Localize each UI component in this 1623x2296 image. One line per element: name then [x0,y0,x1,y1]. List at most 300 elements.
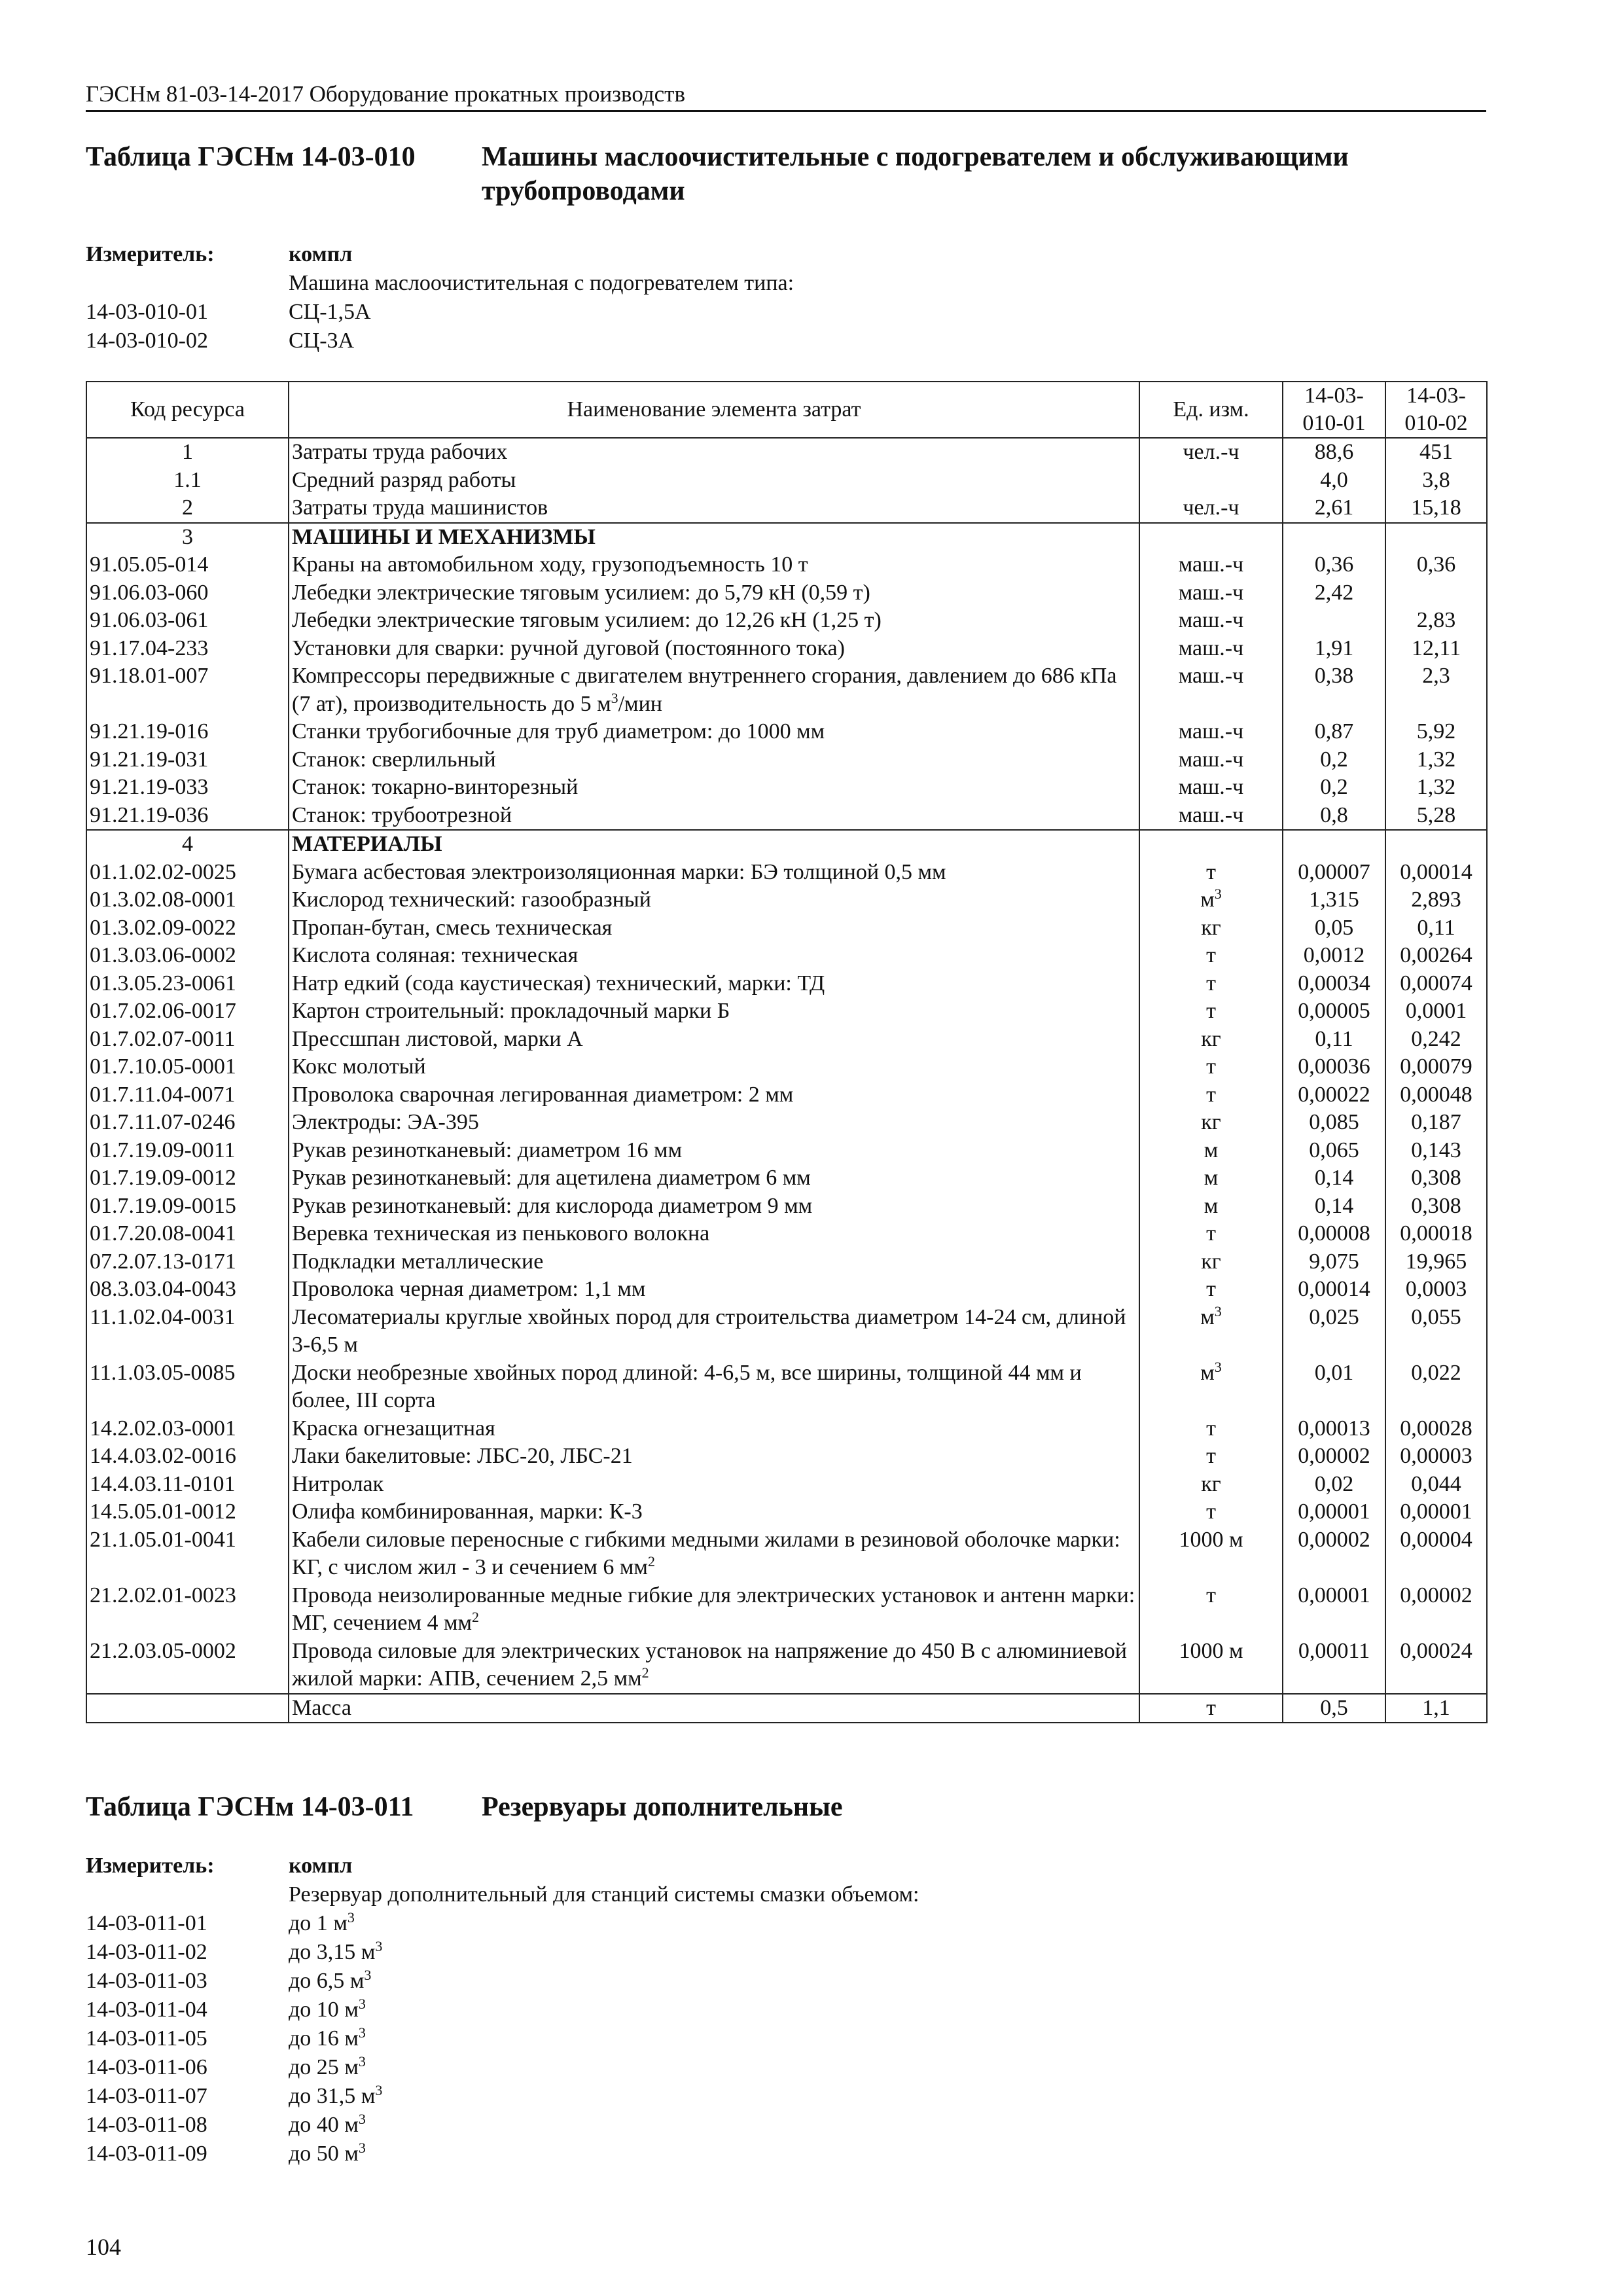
resource-unit-text: кг [1201,915,1221,940]
value-010-02: 0,11 [1385,914,1487,942]
resource-name-text: Провода неизолированные медные гибкие для электрических установок и антенн марки: МГ, сечением 4 мм [292,1583,1135,1635]
resource-name [289,1026,1139,1054]
table-row [86,551,1487,579]
table-name: Машины маслоочистительные с подогревателем и обслуживающими трубопроводами [482,142,1349,206]
resource-name-text: Рукав резинотканевый: диаметром 16 мм [292,1138,683,1162]
variant-code: 14-03-011-07 [86,2084,207,2108]
resource-name-text: Станок: токарно-винторезный [292,775,579,799]
variant-unit: м [361,2084,376,2108]
variant-name [289,2082,382,2111]
variant-code: 14-03-011-06 [86,2055,207,2079]
resource-name-sup: 2 [647,1553,655,1570]
table-row [86,1026,1487,1054]
value-010-02: 0,242 [1385,1026,1487,1054]
value-010-02: 5,28 [1385,802,1487,831]
variant-code: 14-03-011-09 [86,2142,207,2166]
resource-name-text: Станки трубогибочные для труб диаметром: до 1000 мм [292,719,825,744]
table-row [86,1164,1487,1193]
resource-code: 01.7.11.04-0071 [86,1081,289,1109]
resource-unit [1139,1582,1283,1638]
resource-unit [1139,551,1283,579]
resource-name-sup: 3 [611,689,618,706]
resource-code: 91.06.03-060 [86,579,289,607]
variant-label: до 25 [289,2055,339,2079]
value-010-01: 0,00001 [1283,1498,1385,1526]
variant-label: до 10 [289,1998,339,2022]
resource-name-text: Натр едкий (сода каустическая) технический, марки: ТД [292,971,825,996]
variant-unit: м [344,2055,359,2079]
resource-unit-text: маш.-ч [1178,580,1244,605]
value-010-01: 0,085 [1283,1109,1385,1137]
resource-name [289,1137,1139,1165]
table-row [86,1137,1487,1165]
resource-name [289,1415,1139,1443]
value-010-02: 0,308 [1385,1193,1487,1221]
value-010-01: 2,61 [1283,494,1385,523]
resource-name-text: Средний разряд работы [292,467,516,492]
resource-name-text: Масса [292,1695,352,1720]
resource-unit [1139,1415,1283,1443]
variant-unit: м [344,2026,359,2051]
variant-label: до 50 [289,2142,339,2166]
table-row [86,438,1487,467]
variant-name [289,327,354,355]
value-010-02: 2,83 [1385,607,1487,635]
resource-unit-text: т [1206,1583,1216,1607]
resource-code: 91.06.03-061 [86,607,289,635]
table-row [86,718,1487,746]
resource-name-sup: 2 [472,1609,480,1625]
variant-code: 14-03-011-01 [86,1911,207,1935]
resource-code: 91.21.19-033 [86,774,289,802]
resource-unit-text: т [1206,1277,1216,1301]
value-010-01: 0,00001 [1283,1582,1385,1638]
resource-name [289,1220,1139,1248]
resource-name-suffix: /мин [618,691,662,716]
table-row [86,467,1487,495]
resource-unit-text: маш.-ч [1178,552,1244,577]
value-010-01: 0,87 [1283,718,1385,746]
resource-name-text: Подкладки металлические [292,1249,544,1274]
value-010-01: 0,2 [1283,774,1385,802]
resource-unit-text: маш.-ч [1178,775,1244,799]
resource-unit-text: 1000 м [1179,1527,1243,1552]
resource-name-text: Картон строительный: прокладочный марки Б [292,999,730,1023]
variant-name [289,2053,366,2082]
value-010-02: 2,893 [1385,886,1487,914]
resource-unit [1139,607,1283,635]
table-row [86,1081,1487,1109]
resource-unit-text: маш.-ч [1178,802,1244,827]
resource-unit-text: чел.-ч [1183,495,1240,520]
value-010-01: 0,38 [1283,662,1385,718]
resource-name [289,1582,1139,1638]
resource-name [289,859,1139,887]
value-010-02 [1385,830,1487,859]
resource-name [289,1498,1139,1526]
resource-unit [1139,579,1283,607]
variant-code: 14-03-011-05 [86,2026,207,2051]
resource-unit [1139,1526,1283,1582]
resource-unit-text: т [1206,971,1216,996]
value-010-01: 2,42 [1283,579,1385,607]
resource-name-text: МАТЕРИАЛЫ [292,832,442,856]
resource-unit-text: т [1206,1695,1216,1720]
resource-name [289,1276,1139,1304]
table-row [86,830,1487,859]
resource-code: 01.7.20.08-0041 [86,1220,289,1248]
resource-name [289,662,1139,718]
value-010-02: 0,36 [1385,551,1487,579]
resource-unit [1139,494,1283,523]
value-010-01 [1283,607,1385,635]
resource-name-text: Кислота соляная: техническая [292,943,579,967]
variant-label: до 31,5 [289,2084,356,2108]
value-010-01: 0,00013 [1283,1415,1385,1443]
resource-code: 14.2.02.03-0001 [86,1415,289,1443]
resource-code: 07.2.07.13-0171 [86,1248,289,1276]
resource-unit [1139,970,1283,998]
table-number: Таблица ГЭСНм 14-03-011 [86,1792,414,1822]
resource-unit [1139,1081,1283,1109]
resource-unit [1139,467,1283,495]
resource-unit-text: м [1200,1304,1215,1329]
variant-code: 14-03-011-02 [86,1940,207,1964]
variant-name [289,1967,371,1996]
header-name: Наименование элемента затрат [289,382,1139,438]
table-row [86,859,1487,887]
header-variant-2: 14-03- 010-02 [1385,382,1487,438]
resource-name [289,886,1139,914]
resource-code: 91.17.04-233 [86,635,289,663]
resource-code: 01.7.11.07-0246 [86,1109,289,1137]
table-row [86,607,1487,635]
resource-name [289,607,1139,635]
measure-label: Измеритель: [86,242,215,266]
value-010-01: 0,36 [1283,551,1385,579]
resource-code: 21.2.02.01-0023 [86,1582,289,1638]
value-010-02: 0,044 [1385,1471,1487,1499]
resource-code: 01.7.02.07-0011 [86,1026,289,1054]
variant-label: до 40 [289,2113,339,2137]
value-010-02: 2,3 [1385,662,1487,718]
value-010-01: 0,11 [1283,1026,1385,1054]
resource-name [289,1638,1139,1694]
table-row [86,886,1487,914]
resource-code: 91.05.05-014 [86,551,289,579]
resource-code: 01.3.03.06-0002 [86,942,289,970]
resource-name-sup: 2 [641,1664,649,1681]
page-header: ГЭСНм 81-03-14-2017 Оборудование прокатных производств [86,79,1486,112]
table-row [86,1109,1487,1137]
resource-unit [1139,1638,1283,1694]
resource-unit [1139,1304,1283,1359]
table-row [86,1582,1487,1638]
value-010-02: 0,00024 [1385,1638,1487,1694]
resource-unit [1139,1109,1283,1137]
resource-code: 08.3.03.04-0043 [86,1276,289,1304]
resource-unit-text: кг [1201,1110,1221,1134]
table-row [86,1443,1487,1471]
resource-name [289,1109,1139,1137]
resource-code: 1 [86,438,289,467]
variant-unit-sup: 3 [364,1967,372,1983]
resource-name [289,802,1139,831]
table-row [86,1053,1487,1081]
resource-code: 21.1.05.01-0041 [86,1526,289,1582]
variant-name [289,1996,366,2024]
resource-code: 01.3.02.08-0001 [86,886,289,914]
resource-unit [1139,523,1283,552]
resource-unit-text: маш.-ч [1178,636,1244,660]
table-row [86,1415,1487,1443]
resource-name-text: МАШИНЫ И МЕХАНИЗМЫ [292,524,596,549]
value-010-02: 451 [1385,438,1487,467]
resource-name-text: Проволока сварочная легированная диаметром: 2 мм [292,1082,794,1107]
resource-unit-text: м [1204,1166,1219,1190]
resource-name [289,551,1139,579]
table-row [86,1276,1487,1304]
resource-code: 91.18.01-007 [86,662,289,718]
resource-unit-text: т [1206,999,1216,1023]
value-010-02: 19,965 [1385,1248,1487,1276]
resource-name-text: Затраты труда рабочих [292,440,508,464]
resource-unit-text: чел.-ч [1183,440,1240,464]
resource-name-text: Пропан-бутан, смесь техническая [292,915,613,940]
resource-unit-text: кг [1201,1249,1221,1274]
resource-name-text: Провода силовые для электрических установок на напряжение до 450 В с алюминиевой жилой марки: АПВ, сечением 2,5 мм [292,1638,1127,1691]
resource-unit [1139,1443,1283,1471]
value-010-01: 0,00002 [1283,1526,1385,1582]
resource-code: 01.7.19.09-0012 [86,1164,289,1193]
variant-label: СЦ-3А [289,329,355,353]
value-010-02: 0,00002 [1385,1582,1487,1638]
table-row [86,494,1487,523]
resource-name [289,1694,1139,1723]
value-010-02: 0,00004 [1385,1526,1487,1582]
table-row [86,746,1487,774]
variant-code: 14-03-011-04 [86,1998,207,2022]
value-010-01: 0,00034 [1283,970,1385,998]
variant-code: 14-03-010-01 [86,300,208,324]
variant-label: до 1 [289,1911,328,1935]
resource-unit-text: кг [1201,1026,1221,1051]
resource-unit-text: т [1206,1054,1216,1079]
variant-code: 14-03-010-02 [86,329,208,353]
variant-name [289,2111,366,2140]
table-row [86,1498,1487,1526]
variant-code: 14-03-011-03 [86,1969,207,1993]
resource-name-text: Кокс молотый [292,1054,426,1079]
variant-label: до 3,15 [289,1940,356,1964]
resource-code: 14.4.03.11-0101 [86,1471,289,1499]
resource-code: 2 [86,494,289,523]
resource-unit [1139,997,1283,1026]
resource-name [289,467,1139,495]
variant-unit: м [344,1998,359,2022]
value-010-01: 0,00022 [1283,1081,1385,1109]
table-row [86,523,1487,552]
table-row [86,997,1487,1026]
resource-name-text: Электроды: ЭА-395 [292,1110,479,1134]
resource-name-text: Рукав резинотканевый: для ацетилена диаметром 6 мм [292,1166,811,1190]
value-010-02: 0,00028 [1385,1415,1487,1443]
resource-name [289,774,1139,802]
measure-description: Машина маслоочистительная с подогревателем типа: [289,271,794,295]
table-row [86,942,1487,970]
table-row [86,1359,1487,1415]
resource-name [289,494,1139,523]
resource-unit-text: маш.-ч [1178,608,1244,632]
resource-unit-text: маш.-ч [1178,664,1244,688]
resource-code: 3 [86,523,289,552]
resource-unit-sup: 3 [1214,1358,1222,1375]
value-010-01: 4,0 [1283,467,1385,495]
measure-label: Измеритель: [86,1854,215,1878]
resource-name [289,914,1139,942]
table-number: Таблица ГЭСНм 14-03-010 [86,142,416,172]
resource-table [86,381,1488,1723]
resource-code: 01.7.10.05-0001 [86,1053,289,1081]
resource-name-text: Лебедки электрические тяговым усилием: до 12,26 кН (1,25 т) [292,608,882,632]
value-010-02: 0,00048 [1385,1081,1487,1109]
resource-name [289,1248,1139,1276]
table-row [86,1304,1487,1359]
resource-name [289,1081,1139,1109]
table-row [86,970,1487,998]
resource-code: 4 [86,830,289,859]
resource-name [289,830,1139,859]
variant-code: 14-03-011-08 [86,2113,207,2137]
resource-name-text: Рукав резинотканевый: для кислорода диаметром 9 мм [292,1193,813,1218]
resource-unit [1139,830,1283,859]
value-010-01: 0,14 [1283,1164,1385,1193]
resource-name-text: Установки для сварки: ручной дуговой (постоянного тока) [292,636,845,660]
resource-name-text: Станок: трубоотрезной [292,802,512,827]
resource-unit-text: м [1200,888,1215,912]
resource-code: 91.21.19-016 [86,718,289,746]
value-010-02: 0,308 [1385,1164,1487,1193]
value-010-01: 1,315 [1283,886,1385,914]
resource-name-text: Нитролак [292,1471,384,1496]
table-row [86,802,1487,831]
resource-name [289,746,1139,774]
value-010-02: 0,00079 [1385,1053,1487,1081]
resource-unit [1139,1164,1283,1193]
value-010-01: 1,91 [1283,635,1385,663]
value-010-02: 0,00074 [1385,970,1487,998]
resource-code: 14.5.05.01-0012 [86,1498,289,1526]
resource-code: 01.7.19.09-0015 [86,1193,289,1221]
resource-unit-sup: 3 [1214,886,1222,902]
table-row [86,1471,1487,1499]
resource-name-text: Лебедки электрические тяговым усилием: до 5,79 кН (0,59 т) [292,580,870,605]
resource-name-text: Кислород технический: газообразный [292,888,651,912]
resource-code: 91.21.19-036 [86,802,289,831]
value-010-02: 0,00003 [1385,1443,1487,1471]
value-010-01: 0,00008 [1283,1220,1385,1248]
resource-code: 14.4.03.02-0016 [86,1443,289,1471]
value-010-02: 3,8 [1385,467,1487,495]
resource-name [289,942,1139,970]
resource-unit [1139,859,1283,887]
value-010-01: 0,2 [1283,746,1385,774]
value-010-02: 1,32 [1385,774,1487,802]
resource-code: 21.2.03.05-0002 [86,1638,289,1694]
table-name: Резервуары дополнительные [482,1792,843,1822]
value-010-01 [1283,523,1385,552]
value-010-02: 0,143 [1385,1137,1487,1165]
measure-value: компл [289,242,353,266]
variant-unit: м [349,1969,365,1993]
resource-name [289,635,1139,663]
resource-unit-text: т [1206,1416,1216,1441]
value-010-02: 1,1 [1385,1694,1487,1723]
variant-name [289,1909,355,1938]
table-row [86,579,1487,607]
value-010-02: 0,187 [1385,1109,1487,1137]
resource-unit [1139,635,1283,663]
value-010-02: 0,00014 [1385,859,1487,887]
resource-name [289,523,1139,552]
value-010-01: 9,075 [1283,1248,1385,1276]
variant-unit-sup: 3 [358,1996,366,2012]
resource-code: 11.1.03.05-0085 [86,1359,289,1415]
variant-name [289,2140,366,2168]
resource-unit [1139,662,1283,718]
resource-unit-text: кг [1201,1471,1221,1496]
resource-name [289,1053,1139,1081]
resource-name [289,1471,1139,1499]
value-010-01: 0,0012 [1283,942,1385,970]
value-010-01: 0,00014 [1283,1276,1385,1304]
resource-name-text: Бумага асбестовая электроизоляционная марки: БЭ толщиной 0,5 мм [292,859,946,884]
variant-unit-sup: 3 [358,2053,366,2070]
value-010-02: 0,0001 [1385,997,1487,1026]
value-010-02 [1385,579,1487,607]
value-010-02: 1,32 [1385,746,1487,774]
resource-code: 91.21.19-031 [86,746,289,774]
value-010-01: 0,8 [1283,802,1385,831]
value-010-01: 0,00002 [1283,1443,1385,1471]
variant-unit: м [344,2113,359,2137]
value-010-01: 0,01 [1283,1359,1385,1415]
resource-unit [1139,1471,1283,1499]
resource-name [289,970,1139,998]
variant-label: до 6,5 [289,1969,345,1993]
measure-description: Резервуар дополнительный для станций системы смазки объемом: [289,1882,919,1907]
value-010-02: 12,11 [1385,635,1487,663]
value-010-01: 88,6 [1283,438,1385,467]
resource-name [289,438,1139,467]
resource-code: 01.1.02.02-0025 [86,859,289,887]
resource-unit [1139,1276,1283,1304]
value-010-01: 0,00005 [1283,997,1385,1026]
resource-name-text: Затраты труда машинистов [292,495,548,520]
resource-unit [1139,774,1283,802]
resource-code: 1.1 [86,467,289,495]
variant-name [289,1938,382,1967]
resource-unit [1139,802,1283,831]
resource-unit [1139,1359,1283,1415]
value-010-01: 0,5 [1283,1694,1385,1723]
resource-name-text: Компрессоры передвижные с двигателем внутреннего сгорания, давлением до 686 кПа (7 ат), производительность до 5 м [292,664,1117,716]
resource-unit [1139,1248,1283,1276]
resource-name-text: Кабели силовые переносные с гибкими медными жилами в резиновой оболочке марки: КГ, с числом жил - 3 и сечением 6 мм [292,1527,1120,1579]
value-010-02: 0,00001 [1385,1498,1487,1526]
variant-unit-sup: 3 [347,1909,355,1926]
variant-label: до 16 [289,2026,339,2051]
